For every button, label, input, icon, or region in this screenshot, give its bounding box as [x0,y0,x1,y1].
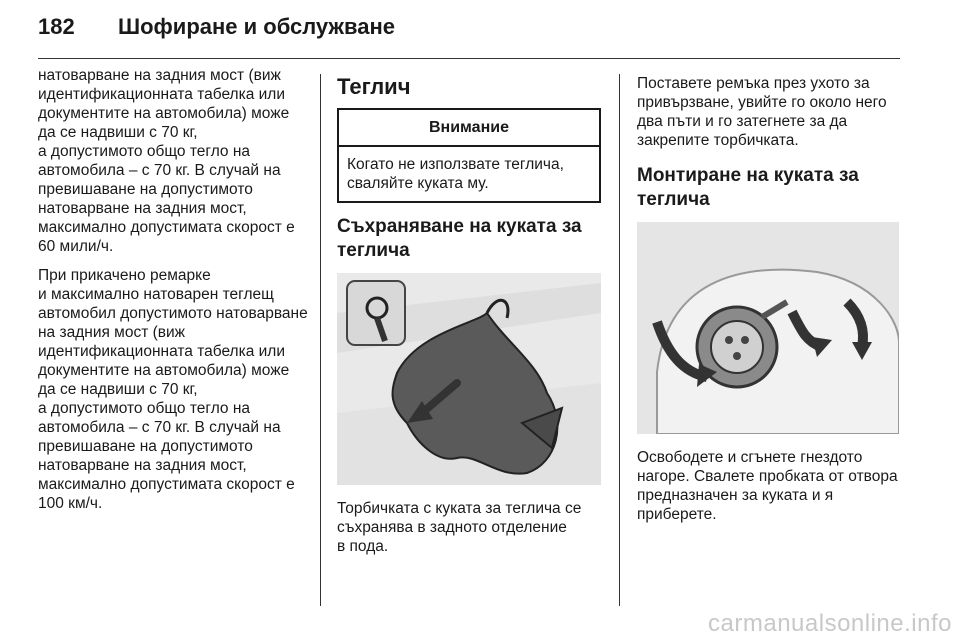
subheading: Съхраняване на куката за теглича [337,216,582,261]
paragraph: натоварване на задния мост (виж идентификационната табелка или документите на автомобила) може да се надвиши с 70 кг, а допустимото общо тегло на автомобила – с 70 кг. В случай на превишаване на допустимото натоварване на задния мост, максимално допустимата скорост е 60 мили/ч. [38,67,295,255]
warning-box [337,108,601,203]
subheading: Монтиране на куката за теглича [637,165,859,210]
page-number: 182 [38,14,75,39]
column-divider [320,74,321,606]
column-middle [337,74,601,566]
paragraph: Поставете ремъка през ухото за привързване, увийте го около него два пъти и го затегнете за да закрепите торбичката. [637,75,887,149]
page-title: Шофиране и обслужване [118,14,396,39]
warning-text: Когато не използвате теглича, сваляйте куката му. [347,156,564,192]
column-divider [619,74,620,606]
column-left [38,66,310,523]
tow-hook-bag-illustration [337,273,601,485]
column-right [637,74,899,534]
header-rule [38,58,900,59]
watermark: carmanualsonline.info [708,610,952,637]
paragraph: При прикачено ремарке и максимално натоварен теглещ автомобил допустимото натоварване на задния мост (виж идентификационната табелка или документите на автомобила) може да се надвиши с 70 кг, а допустимото общо тегло на автомобила – с 70 кг. В случай на превишаване на допустимото натоварване на задния мост, максимално допустимата скорост е 100 км/ч. [38,267,308,512]
warning-heading: Внимание [339,110,599,147]
tow-socket-illustration [637,222,899,434]
section-title: Теглич [337,74,411,99]
figure-caption: Освободете и сгънете гнездото нагоре. Свалете пробката от отвора предназначен за куката и я приберете. [637,449,898,523]
figure-caption: Торбичката с куката за теглича се съхранява в задното отделение в пода. [337,500,582,555]
